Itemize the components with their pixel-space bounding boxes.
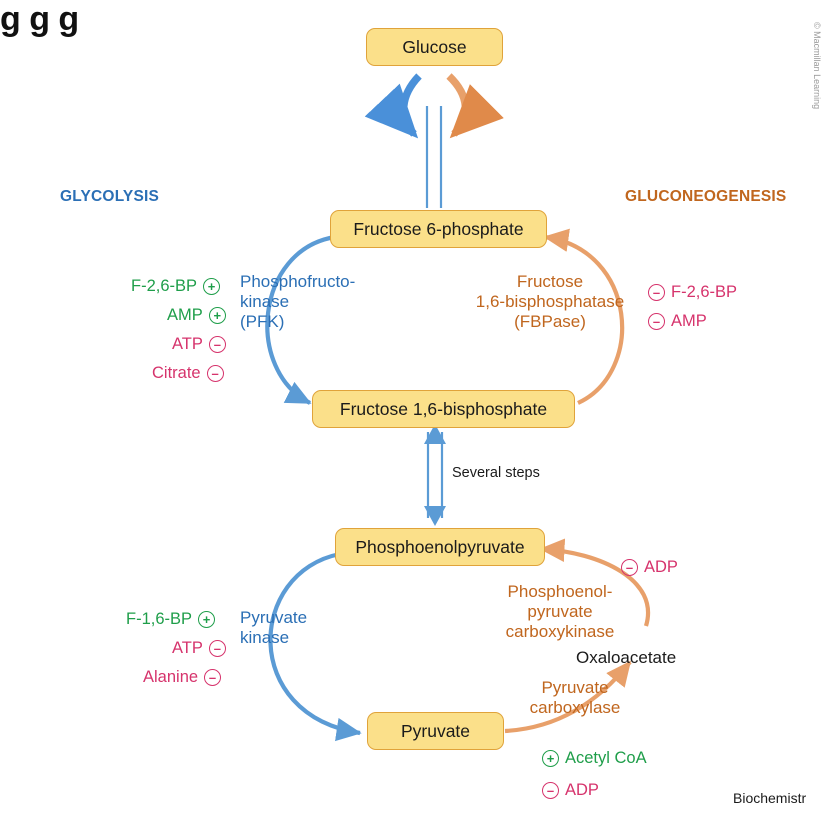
heading-gluconeogenesis xyxy=(625,188,786,206)
label-several-steps xyxy=(452,465,540,481)
publisher-credit xyxy=(812,22,822,109)
node-glucose[interactable] xyxy=(366,28,503,66)
enzyme-pfk-line-2: kinase xyxy=(240,292,290,312)
node-phosphoenolpyruvate[interactable] xyxy=(335,528,545,566)
enzyme-pyruvate-carboxylase xyxy=(490,678,660,718)
heading-glycolysis xyxy=(60,188,159,206)
enzyme-pepck-line-3: carboxykinase xyxy=(505,622,615,642)
node-fructose-6-phosphate[interactable] xyxy=(330,210,547,248)
node-oxaloacetate-label: Oxaloacetate xyxy=(576,648,677,667)
plus-icon: + xyxy=(203,278,220,295)
regulator-fbpase-1-name: F-2,6-BP xyxy=(671,283,738,301)
regulator-pc-2 xyxy=(542,781,599,800)
regulator-pk-1 xyxy=(126,610,215,629)
enzyme-fbpase-line-1: Fructose xyxy=(516,272,584,291)
enzyme-fructose-16-bisphosphatase xyxy=(455,272,645,332)
enzyme-pep-carboxykinase xyxy=(470,582,650,642)
node-pyruvate-label: Pyruvate xyxy=(400,720,471,741)
heading-glycolysis-label: GLYCOLYSIS xyxy=(60,188,160,205)
enzyme-fbpase-line-3: (FBPase) xyxy=(514,312,586,332)
regulator-pk-3 xyxy=(143,668,221,687)
enzyme-pk-line-1: Pyruvate xyxy=(240,608,308,627)
minus-icon: – xyxy=(648,284,665,301)
enzyme-phosphofructokinase xyxy=(240,272,380,332)
regulator-pfk-3-name: ATP xyxy=(172,335,203,353)
node-fructose-6-phosphate-label: Fructose 6-phosphate xyxy=(353,218,524,239)
regulator-fbpase-2 xyxy=(648,312,707,331)
figure-credit-text: Biochemistr xyxy=(733,790,807,806)
regulator-pepck-1-name: ADP xyxy=(644,558,678,576)
regulator-pk-3-name: Alanine xyxy=(143,668,199,686)
regulator-fbpase-1 xyxy=(648,283,737,302)
minus-icon: – xyxy=(648,313,665,330)
regulator-pfk-4 xyxy=(152,364,224,383)
enzyme-pyruvate-kinase xyxy=(240,608,370,648)
enzyme-fbpase-line-2: 1,6-bisphosphatase xyxy=(475,292,625,312)
minus-icon: – xyxy=(204,669,221,686)
figure-title: g g g xyxy=(0,0,79,38)
enzyme-pc-line-1: Pyruvate xyxy=(541,678,609,697)
regulator-pc-1 xyxy=(542,749,647,768)
regulator-pk-1-name: F-1,6-BP xyxy=(126,610,193,628)
minus-icon: – xyxy=(209,640,226,657)
regulator-pk-2-name: ATP xyxy=(172,639,203,657)
regulator-pfk-1-name: F-2,6-BP xyxy=(131,277,198,295)
plus-icon: + xyxy=(542,750,559,767)
enzyme-pepck-line-1: Phosphoenol- xyxy=(507,582,613,601)
figure-credit xyxy=(733,790,806,806)
minus-icon: – xyxy=(621,559,638,576)
label-several-steps-text: Several steps xyxy=(452,465,540,481)
regulator-pfk-2 xyxy=(167,306,226,325)
heading-gluconeogenesis-label: GLUCONEOGENESIS xyxy=(625,188,787,205)
regulator-pfk-2-name: AMP xyxy=(167,306,203,324)
node-glucose-label: Glucose xyxy=(402,36,467,57)
regulator-fbpase-2-name: AMP xyxy=(671,312,707,330)
regulator-pk-2 xyxy=(172,639,226,658)
regulator-pfk-4-name: Citrate xyxy=(152,364,201,382)
plus-icon: + xyxy=(198,611,215,628)
enzyme-pk-line-2: kinase xyxy=(240,628,290,648)
minus-icon: – xyxy=(209,336,226,353)
plus-icon: + xyxy=(209,307,226,324)
node-pyruvate[interactable] xyxy=(367,712,504,750)
minus-icon: – xyxy=(207,365,224,382)
regulator-pfk-3 xyxy=(172,335,226,354)
regulator-pfk-1 xyxy=(131,277,220,296)
regulator-pc-2-name: ADP xyxy=(565,781,599,799)
regulator-pc-1-name: Acetyl CoA xyxy=(565,749,647,767)
enzyme-pfk-line-3: (PFK) xyxy=(240,312,285,332)
regulator-pepck-1 xyxy=(621,558,678,577)
enzyme-pepck-line-2: pyruvate xyxy=(527,602,593,622)
node-oxaloacetate xyxy=(576,648,676,668)
minus-icon: – xyxy=(542,782,559,799)
enzyme-pc-line-2: carboxylase xyxy=(529,698,621,718)
node-fructose-16-bisphosphate[interactable] xyxy=(312,390,575,428)
node-fructose-16-bisphosphate-label: Fructose 1,6-bisphosphate xyxy=(339,398,548,419)
publisher-credit-text: © Macmillan Learning xyxy=(812,22,822,110)
enzyme-pfk-line-1: Phosphofructo- xyxy=(240,272,356,291)
node-phosphoenolpyruvate-label: Phosphoenolpyruvate xyxy=(355,536,525,557)
